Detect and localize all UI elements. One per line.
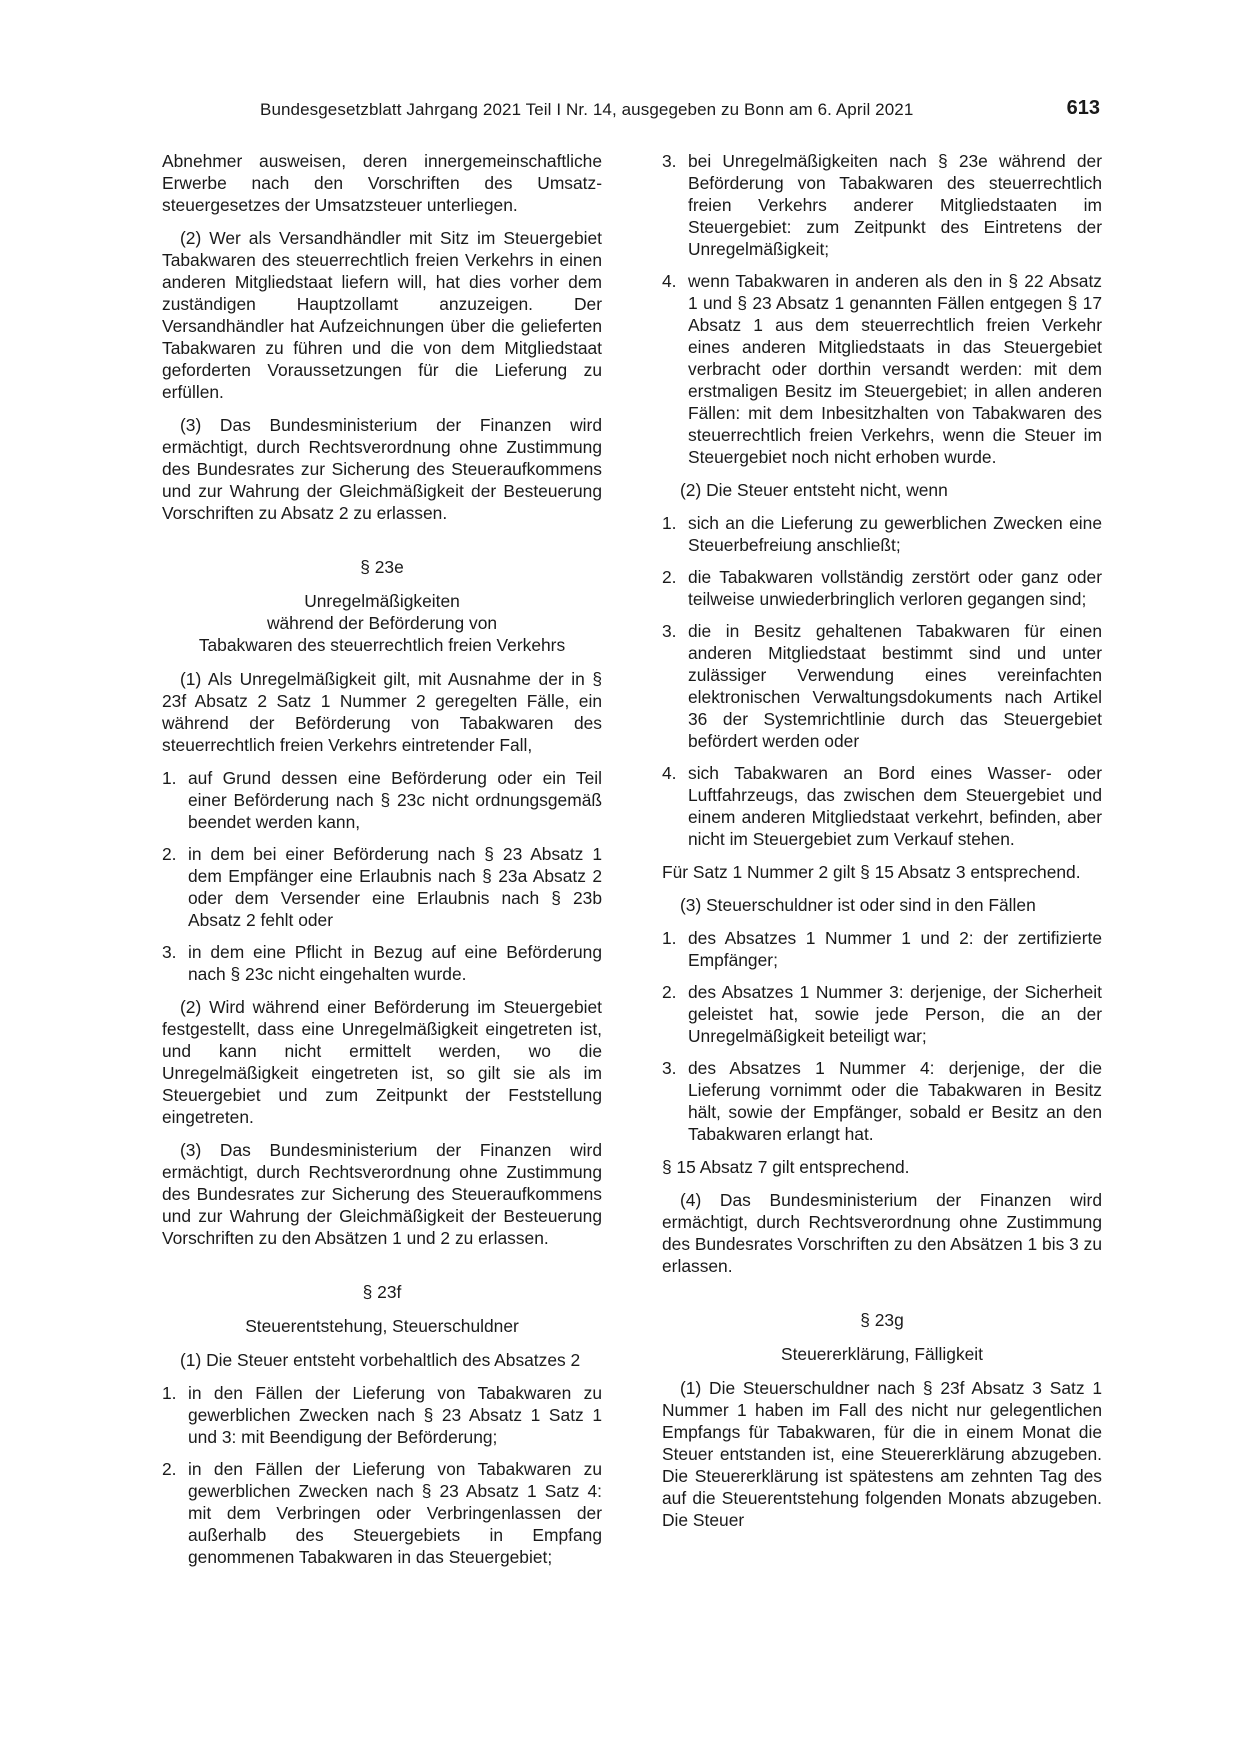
list-item <box>162 843 602 931</box>
section-title-line: Unregelmäßigkeiten <box>304 591 460 611</box>
list-number: 2. <box>162 844 177 864</box>
list-23e-1 <box>162 767 602 985</box>
list-item <box>662 150 1102 260</box>
list-item <box>162 767 602 833</box>
list-23f-1-continued <box>662 150 1102 468</box>
list-item <box>162 941 602 985</box>
paragraph-15-note: § 15 Absatz 7 gilt entsprechend. <box>662 1157 910 1177</box>
list-number: 3. <box>662 621 677 641</box>
list-text: in dem bei einer Beförderung nach § 23 Absatz 1 dem Empfänger eine Erlaubnis nach § 23a Absatz 2 oder dem Versender eine Erlaubnis nach § 23b Absatz 2 fehlt oder <box>188 844 602 930</box>
list-text: wenn Tabakwaren in anderen als den in § 22 Absatz 1 und § 23 Absatz 1 genannten Fällen entgegen § 17 Absatz 1 aus dem steuerrechtlich freien Verkehr eines anderen Mitgliedstaats in das Steuergebiet verbracht oder dorthin versandt werden: mit dem erstmaligen Besitz im Steuergebiet; in allen anderen Fällen: mit dem Inbesitzhalten von Tabakwaren des steuerrechtlich freien Verkehrs, wenn die Steuer im Steuergebiet noch nicht erhoben wurde. <box>688 271 1102 467</box>
list-23f-1 <box>162 1382 602 1568</box>
paragraph-continuation: Abnehmer ausweisen, deren innergemeinschaftliche Erwerbe nach den Vorschriften des Umsatzsteuergesetzes der Umsatzsteuer unterliegen. <box>162 151 602 215</box>
paragraph-23d-3: (3) Das Bundesministerium der Finanzen wird ermächtigt, durch Rechtsverordnung ohne Zustimmung des Bundesrates zur Sicherung des Steueraufkommens und zur Wahrung der Gleichmäßigkeit der Besteuerung Vorschriften zu Absatz 2 zu erlassen. <box>162 415 602 523</box>
list-text: in dem eine Pflicht in Bezug auf eine Beförderung nach § 23c nicht eingehalten wurde. <box>188 942 602 984</box>
list-number: 3. <box>662 1058 677 1078</box>
list-item <box>662 270 1102 468</box>
section-title-23f: Steuerentstehung, Steuerschuldner <box>245 1316 519 1336</box>
right-column <box>662 150 1102 1542</box>
paragraph-23e-1: (1) Als Unregelmäßigkeit gilt, mit Ausnahme der in § 23f Absatz 2 Satz 1 Nummer 2 geregelten Fälle, ein während der Beförderung von Tabakwaren des steuerrechtlich freien Verkehrs eintretender Fall, <box>162 669 602 755</box>
list-item <box>662 981 1102 1047</box>
list-23f-3 <box>662 927 1102 1145</box>
list-number: 3. <box>162 942 177 962</box>
list-item <box>662 1057 1102 1145</box>
list-number: 2. <box>162 1459 177 1479</box>
list-number: 2. <box>662 567 677 587</box>
paragraph-23f-3: (3) Steuerschuldner ist oder sind in den Fällen <box>680 895 1036 915</box>
publication-line: Bundesgesetzblatt Jahrgang 2021 Teil I Nr. 14, ausgegeben zu Bonn am 6. April 2021 <box>260 100 914 119</box>
paragraph-23f-1: (1) Die Steuer entsteht vorbehaltlich des Absatzes 2 <box>180 1350 581 1370</box>
list-number: 1. <box>162 768 177 788</box>
section-title-line: während der Beförderung von <box>266 613 498 633</box>
list-number: 4. <box>662 271 677 291</box>
section-number-23g: § 23g <box>860 1310 904 1330</box>
list-item <box>162 1382 602 1448</box>
list-number: 3. <box>662 151 677 171</box>
list-number: 4. <box>662 763 677 783</box>
list-text: bei Unregelmäßigkeiten nach § 23e während der Beförderung von Tabakwaren des steuerrechtlich freien Verkehrs anderer Mitgliedstaaten im Steuergebiet: zum Zeitpunkt des Eintretens der Unregelmäßigkeit; <box>688 151 1102 259</box>
paragraph-23f-4: (4) Das Bundesministerium der Finanzen wird ermächtigt, durch Rechtsverordnung ohne Zustimmung des Bundesrates Vorschriften zu den Absätzen 1 bis 3 zu erlassen. <box>662 1190 1102 1276</box>
list-text: in den Fällen der Lieferung von Tabakwaren zu gewerblichen Zwecken nach § 23 Absatz 1 Satz 4: mit dem Verbringen oder Verbringenlassen der außerhalb des Steuergebiets in Empfang genommenen Tabakwaren in das Steuergebiet; <box>188 1459 602 1567</box>
list-text: des Absatzes 1 Nummer 1 und 2: der zertifizierte Empfänger; <box>688 928 1102 970</box>
list-text: die Tabakwaren vollständig zerstört oder ganz oder teilweise unwiederbringlich verloren gegangen sind; <box>688 567 1102 609</box>
list-text: sich Tabakwaren an Bord eines Wasser- oder Luftfahrzeugs, das zwischen dem Steuergebiet und einem anderen Mitgliedstaat verkehrt, befinden, aber nicht im Steuergebiet zum Verkauf stehen. <box>688 763 1102 849</box>
list-item <box>662 566 1102 610</box>
list-text: in den Fällen der Lieferung von Tabakwaren zu gewerblichen Zwecken nach § 23 Absatz 1 Satz 1 und 3: mit Beendigung der Beförderung; <box>188 1383 602 1447</box>
paragraph-23e-2: (2) Wird während einer Beförderung im Steuergebiet festgestellt, dass eine Unregelmäßigkeit eingetreten ist, und kann nicht ermittelt werden, wo die Unregelmäßigkeit eingetreten ist, so gilt sie als im Steuergebiet und zum Zeitpunkt der Feststellung eingetreten. <box>162 997 602 1127</box>
paragraph-23f-2: (2) Die Steuer entsteht nicht, wenn <box>680 480 948 500</box>
list-item <box>662 620 1102 752</box>
list-number: 2. <box>662 982 677 1002</box>
list-23f-2 <box>662 512 1102 850</box>
section-number-23e: § 23e <box>360 557 404 577</box>
paragraph-23e-3: (3) Das Bundesministerium der Finanzen wird ermächtigt, durch Rechtsverordnung ohne Zustimmung des Bundesrates zur Sicherung des Steueraufkommens und zur Wahrung der Gleichmäßigkeit der Besteuerung Vorschriften zu den Absätzen 1 und 2 zu erlassen. <box>162 1140 602 1248</box>
section-title-line: Tabakwaren des steuerrechtlich freien Verkehrs <box>198 635 566 655</box>
list-text: auf Grund dessen eine Beförderung oder ein Teil einer Beförderung nach § 23c nicht ordnungsgemäß beendet werden kann, <box>188 768 602 832</box>
paragraph-satz-note: Für Satz 1 Nummer 2 gilt § 15 Absatz 3 entsprechend. <box>662 862 1081 882</box>
list-text: des Absatzes 1 Nummer 3: derjenige, der Sicherheit geleistet hat, sowie jede Person, die an der Unregelmäßigkeit beteiligt war; <box>688 982 1102 1046</box>
list-item <box>162 1458 602 1568</box>
section-title-23e <box>162 590 602 656</box>
list-text: sich an die Lieferung zu gewerblichen Zwecken eine Steuerbefreiung anschließt; <box>688 513 1102 555</box>
section-number-23f: § 23f <box>362 1282 402 1302</box>
list-item <box>662 512 1102 556</box>
left-column <box>162 150 602 1579</box>
list-number: 1. <box>662 513 677 533</box>
list-item <box>662 762 1102 850</box>
list-number: 1. <box>662 928 677 948</box>
list-text: des Absatzes 1 Nummer 4: derjenige, der die Lieferung vornimmt oder die Tabakwaren in Besitz hält, sowie der Empfänger, sobald er Besitz an den Tabakwaren erlangt hat. <box>688 1058 1102 1144</box>
paragraph-23d-2: (2) Wer als Versandhändler mit Sitz im Steuergebiet Tabakwaren des steuerrechtlich freien Verkehrs in einen anderen Mitgliedstaat liefern will, hat dies vorher dem zuständigen Hauptzollamt anzuzeigen. Der Versandhändler hat Aufzeichnungen über die gelieferten Tabakwaren zu führen und die von dem Mitgliedstaat geforderten Voraussetzungen für die Lieferung zu erfüllen. <box>162 228 602 402</box>
paragraph-23g-1: (1) Die Steuerschuldner nach § 23f Absatz 3 Satz 1 Nummer 1 haben im Fall des nicht nur gelegentlichen Empfangs für Tabakwaren, für die in einem Monat die Steuer entstanden ist, eine Steuererklärung abzugeben. Die Steuererklärung ist spätestens am zehnten Tag des auf die Steuerentstehung folgenden Monats abzugeben. Die Steuer <box>662 1378 1102 1530</box>
page-number: 613 <box>1066 97 1100 119</box>
section-title-23g: Steuererklärung, Fälligkeit <box>780 1344 984 1364</box>
list-number: 1. <box>162 1383 177 1403</box>
list-text: die in Besitz gehaltenen Tabakwaren für einen anderen Mitgliedstaat bestimmt sind und unter zulässiger Verwendung eines vereinfachten elektronischen Verwaltungsdokuments nach Artikel 36 der Systemrichtlinie durch das Steuergebiet befördert werden oder <box>688 621 1102 751</box>
page-header <box>260 97 1100 126</box>
list-item <box>662 927 1102 971</box>
